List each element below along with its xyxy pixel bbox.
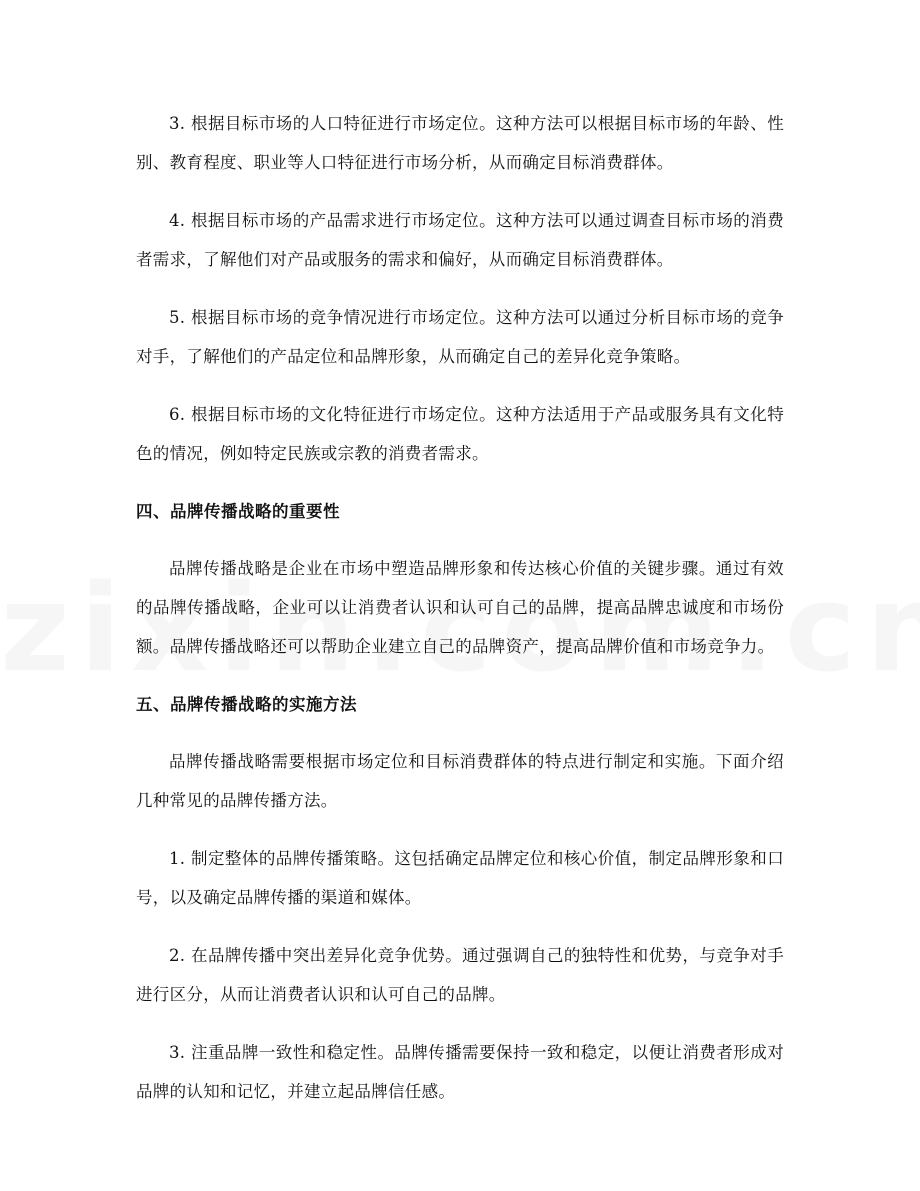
paragraph-method-2: 2. 在品牌传播中突出差异化竞争优势。通过强调自己的独特性和优势，与竞争对手进行区分，从而让消费者认识和认可自己的品牌。 (136, 946, 784, 1004)
document-body (136, 104, 784, 1130)
paragraph-implementation-intro: 品牌传播战略需要根据市场定位和目标消费群体的特点进行制定和实施。下面介绍几种常见的品牌传播方法。 (136, 752, 784, 810)
paragraph-item-5-competition: 5. 根据目标市场的竞争情况进行市场定位。这种方法可以通过分析目标市场的竞争对手，了解他们的产品定位和品牌形象，从而确定自己的差异化竞争策略。 (136, 308, 784, 366)
paragraph-item-6-culture: 6. 根据目标市场的文化特征进行市场定位。这种方法适用于产品或服务具有文化特色的情况，例如特定民族或宗教的消费者需求。 (136, 405, 784, 463)
paragraph-method-1: 1. 制定整体的品牌传播策略。这包括确定品牌定位和核心价值，制定品牌形象和口号，以及确定品牌传播的渠道和媒体。 (136, 849, 784, 907)
paragraph-method-3: 3. 注重品牌一致性和稳定性。品牌传播需要保持一致和稳定，以便让消费者形成对品牌的认知和记忆，并建立起品牌信任感。 (136, 1043, 784, 1101)
section-heading-5: 五、品牌传播战略的实施方法 (136, 695, 357, 714)
paragraph-item-4-product-demand: 4. 根据目标市场的产品需求进行市场定位。这种方法可以通过调查目标市场的消费者需求，了解他们对产品或服务的需求和偏好，从而确定目标消费群体。 (136, 211, 784, 269)
section-heading-4: 四、品牌传播战略的重要性 (136, 502, 340, 521)
paragraph-item-3-demographics: 3. 根据目标市场的人口特征进行市场定位。这种方法可以根据目标市场的年龄、性别、教育程度、职业等人口特征进行市场分析，从而确定目标消费群体。 (136, 114, 784, 172)
paragraph-brand-strategy-importance: 品牌传播战略是企业在市场中塑造品牌形象和传达核心价值的关键步骤。通过有效的品牌传播战略，企业可以让消费者认识和认可自己的品牌，提高品牌忠诚度和市场份额。品牌传播战略还可以帮助企业建立自己的品牌资产，提高品牌价值和市场竞争力。 (136, 559, 784, 656)
